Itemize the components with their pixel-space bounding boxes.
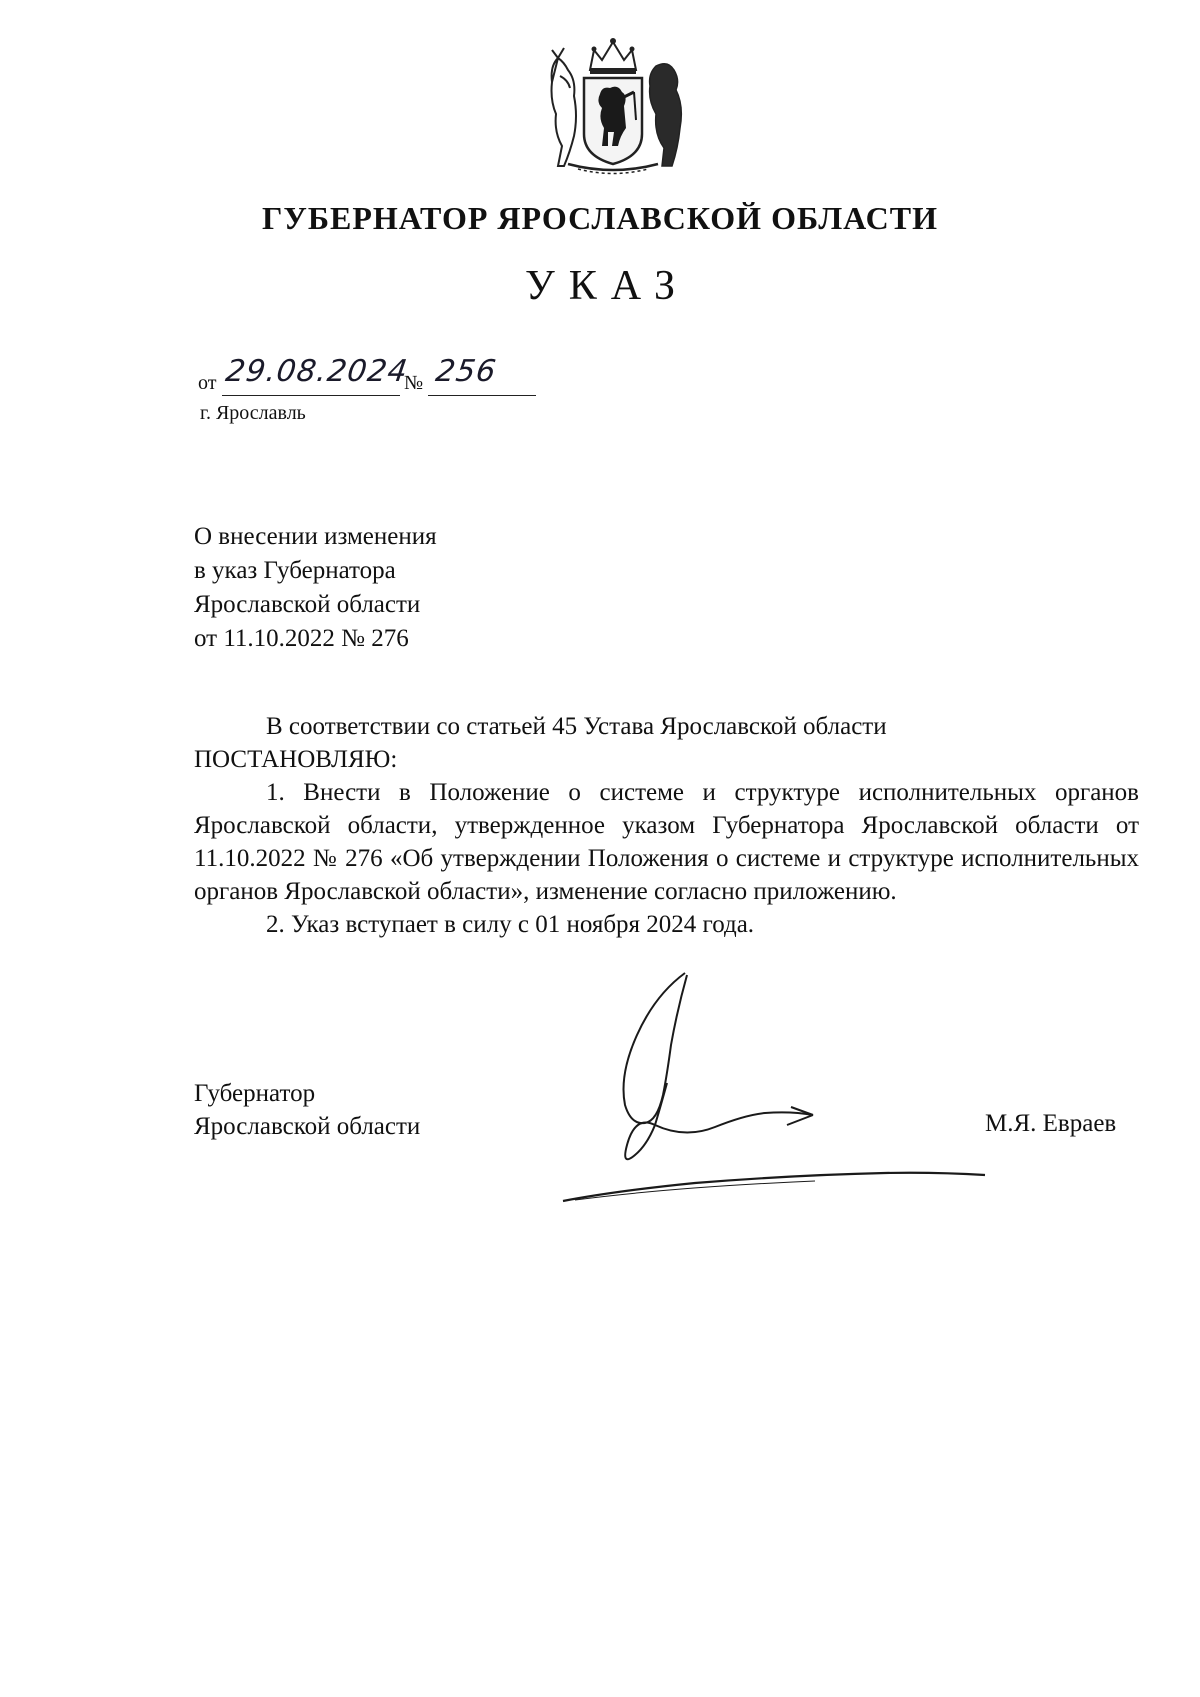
signer-title bbox=[194, 1077, 420, 1143]
subject-line: Ярославской области bbox=[194, 591, 421, 618]
number-underline bbox=[428, 395, 536, 396]
document-subject bbox=[194, 520, 437, 656]
signature-icon bbox=[555, 955, 1035, 1225]
document-type-heading: УКАЗ bbox=[524, 263, 690, 309]
signer-title-line: Ярославской области bbox=[194, 1113, 421, 1140]
signer-name: М.Я. Евраев bbox=[985, 1110, 1117, 1137]
number-sign: № bbox=[404, 372, 424, 394]
subject-line: в указ Губернатора bbox=[194, 557, 396, 584]
signer-title-line: Губернатор bbox=[194, 1080, 316, 1107]
coat-of-arms-icon bbox=[538, 36, 688, 176]
date-underline bbox=[222, 395, 400, 396]
handwritten-date: 29.08.2024 bbox=[223, 354, 411, 389]
subject-line: О внесении изменения bbox=[194, 523, 437, 550]
city-label: г. Ярославль bbox=[200, 402, 306, 424]
decree-item-2: 2. Указ вступает в силу с 01 ноября 2024 года. bbox=[266, 911, 755, 938]
registration-line bbox=[198, 354, 578, 400]
decree-word: ПОСТАНОВЛЯЮ: bbox=[194, 746, 398, 773]
date-prefix: от bbox=[198, 372, 217, 394]
subject-line: от 11.10.2022 № 276 bbox=[194, 625, 409, 652]
document-body bbox=[194, 710, 1139, 941]
handwritten-number: 256 bbox=[433, 354, 499, 389]
preamble: В соответствии со статьей 45 Устава Ярославской области bbox=[266, 713, 887, 740]
decree-item-1: 1. Внести в Положение о системе и структуре исполнительных органов Ярославской области, утвержденное указом Губернатора Ярославской области от 11.10.2022 № 276 «Об утверждении Положения о системе и структуре исполнительных органов Ярославской области», изменение согласно приложению. bbox=[194, 779, 1139, 905]
issuing-authority-heading: ГУБЕРНАТОР ЯРОСЛАВСКОЙ ОБЛАСТИ bbox=[261, 200, 939, 236]
